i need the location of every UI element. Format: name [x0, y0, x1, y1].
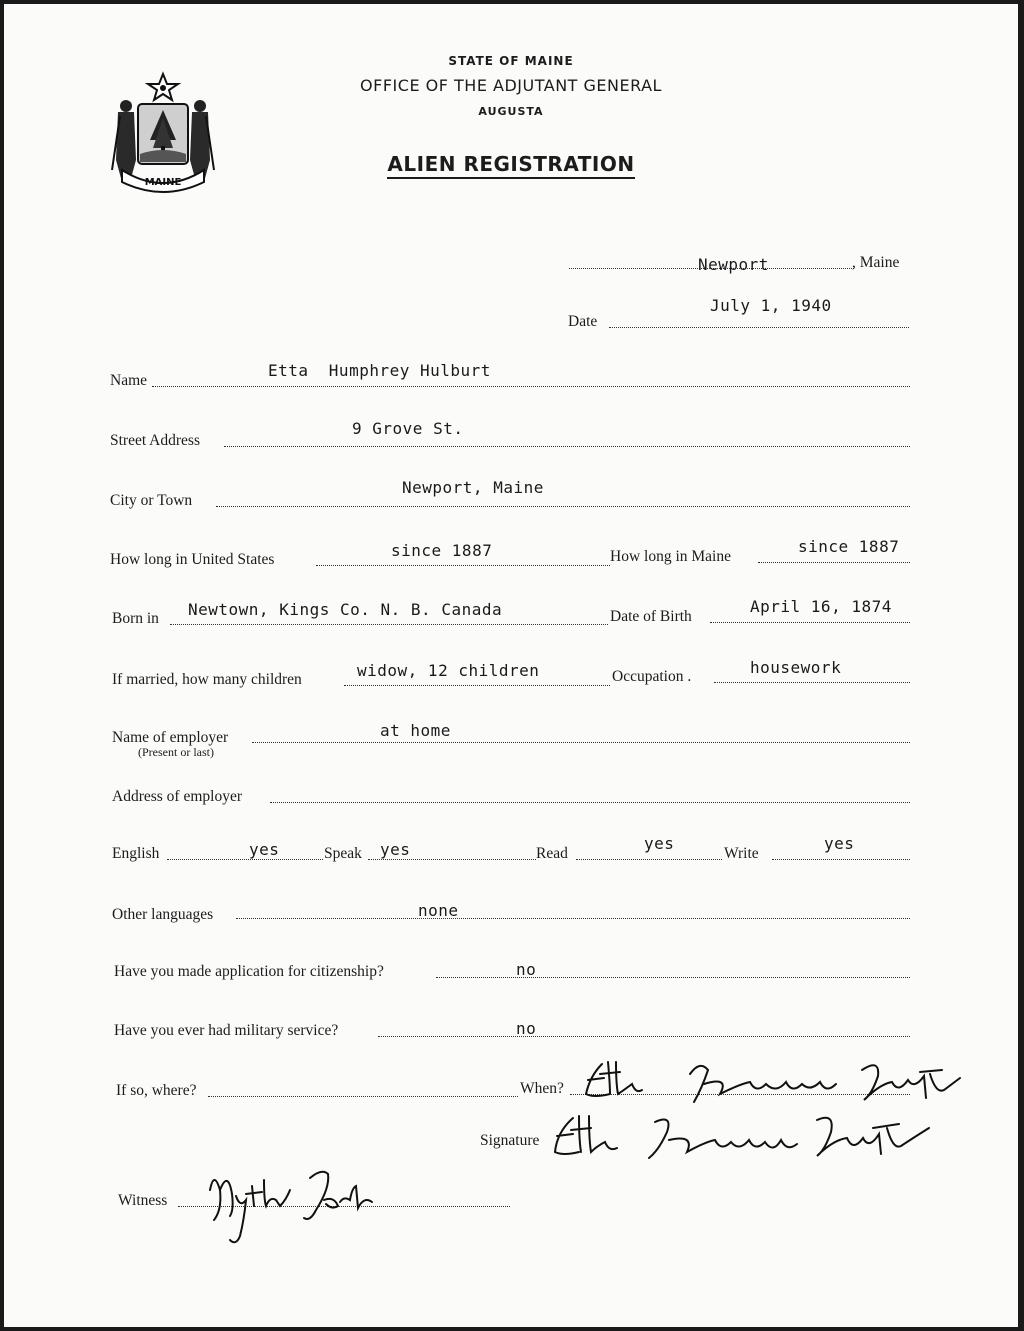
signature-label: Signature	[480, 1132, 540, 1149]
witness-label: Witness	[118, 1192, 168, 1209]
employer-note-label: (Present or last)	[138, 745, 214, 759]
read-label: Read	[536, 845, 568, 862]
english-value[interactable]: yes	[249, 840, 280, 859]
employer-address-label: Address of employer	[112, 788, 242, 805]
children-line	[344, 685, 610, 686]
how-long-maine-label: How long in Maine	[610, 548, 731, 565]
how-long-us-label: How long in United States	[110, 551, 275, 568]
occupation-line	[714, 682, 910, 683]
write-line	[772, 859, 910, 860]
date-value[interactable]: July 1, 1940	[710, 296, 832, 315]
citizenship-label: Have you made application for citizenship?	[114, 963, 384, 980]
form-title: ALIEN REGISTRATION	[4, 152, 1018, 176]
street-line	[224, 446, 910, 447]
other-languages-label: Other languages	[112, 906, 214, 923]
maine-suffix-label: , Maine	[852, 254, 900, 271]
write-value[interactable]: yes	[824, 834, 855, 853]
state-heading: STATE OF MAINE	[448, 54, 574, 68]
military-line	[378, 1036, 910, 1037]
name-line	[152, 386, 910, 387]
occupation-value[interactable]: housework	[750, 658, 842, 677]
how-long-maine-value[interactable]: since 1887	[798, 537, 900, 556]
city-town-line	[216, 506, 910, 507]
city-town-label: City or Town	[110, 492, 193, 509]
street-value[interactable]: 9 Grove St.	[352, 419, 464, 438]
witness-signature-image	[200, 1160, 380, 1248]
date-label: Date	[568, 313, 598, 330]
stray-signature-image	[580, 1054, 970, 1106]
children-value[interactable]: widow, 12 children	[357, 661, 540, 680]
town-value[interactable]: Newport	[698, 255, 769, 274]
speak-value[interactable]: yes	[380, 840, 411, 859]
when-label: When?	[520, 1080, 564, 1097]
how-long-us-value[interactable]: since 1887	[391, 541, 493, 560]
citizenship-value[interactable]: no	[516, 960, 537, 979]
name-label: Name	[110, 372, 148, 389]
name-value[interactable]: Etta Humphrey Hulburt	[268, 361, 491, 380]
registration-form-page	[4, 4, 1018, 1327]
employer-address-line	[270, 802, 910, 803]
if-so-where-label: If so, where?	[116, 1082, 197, 1099]
date-of-birth-value[interactable]: April 16, 1874	[750, 597, 892, 616]
citizenship-line	[436, 977, 910, 978]
english-line	[167, 859, 323, 860]
born-in-line	[170, 624, 608, 625]
occupation-label: Occupation .	[612, 668, 692, 685]
employer-value[interactable]: at home	[380, 721, 451, 740]
if-so-where-line	[208, 1096, 518, 1097]
other-languages-line	[236, 918, 910, 919]
military-label: Have you ever had military service?	[114, 1022, 339, 1039]
date-of-birth-line	[710, 622, 910, 623]
children-label: If married, how many children	[112, 671, 302, 688]
other-languages-value[interactable]: none	[418, 901, 459, 920]
employer-line	[252, 742, 910, 743]
employer-label: Name of employer	[112, 729, 229, 746]
read-value[interactable]: yes	[644, 834, 675, 853]
city-town-value[interactable]: Newport, Maine	[402, 478, 544, 497]
how-long-maine-line	[758, 562, 910, 563]
write-label: Write	[724, 845, 759, 862]
seal-banner-text: MAINE	[144, 177, 182, 188]
date-line	[609, 327, 909, 328]
how-long-us-line	[316, 565, 610, 566]
date-of-birth-label: Date of Birth	[610, 608, 692, 625]
signature-image	[549, 1110, 944, 1162]
born-in-value[interactable]: Newtown, Kings Co. N. B. Canada	[188, 600, 503, 619]
street-label: Street Address	[110, 432, 200, 449]
office-heading: OFFICE OF THE ADJUTANT GENERAL	[360, 76, 662, 95]
english-label: English	[112, 845, 160, 862]
read-line	[576, 859, 722, 860]
speak-line	[368, 859, 536, 860]
city-heading: AUGUSTA	[478, 105, 544, 118]
born-in-label: Born in	[112, 610, 159, 627]
military-value[interactable]: no	[516, 1019, 537, 1038]
speak-label: Speak	[324, 845, 362, 862]
